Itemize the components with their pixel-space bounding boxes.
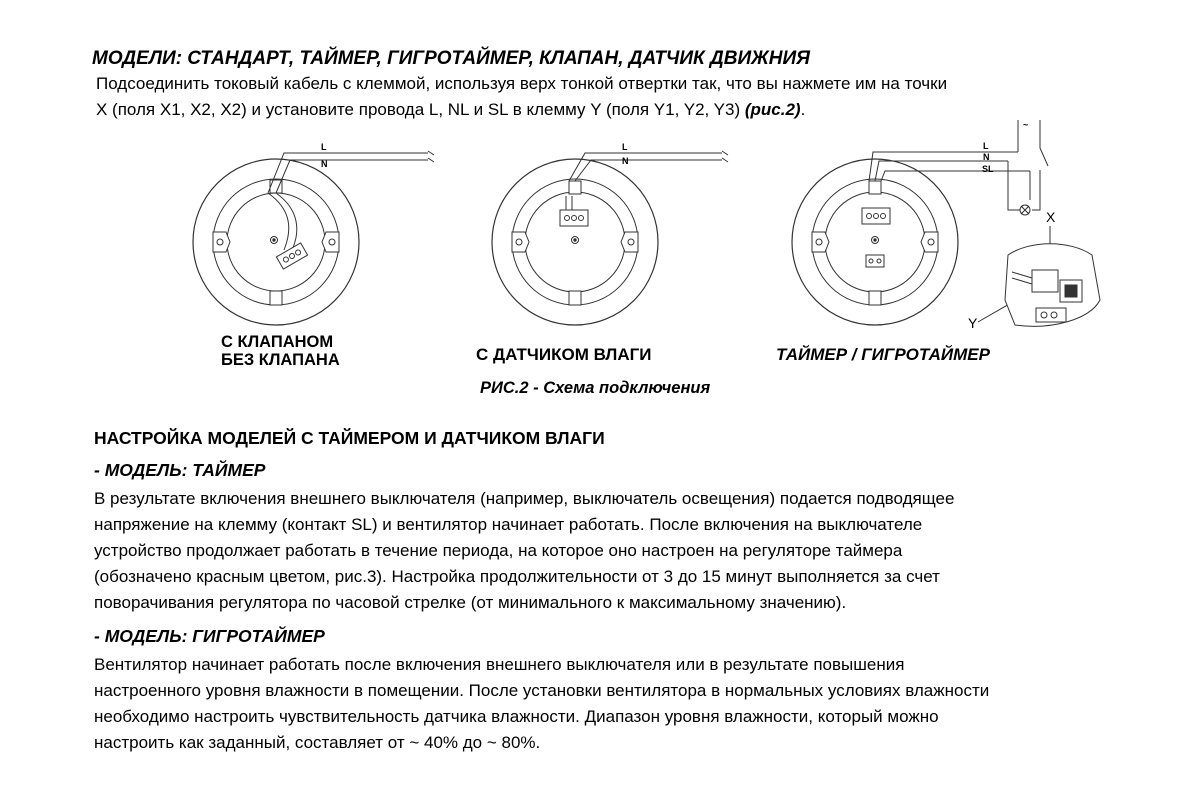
models-heading: МОДЕЛИ: СТАНДАРТ, ТАЙМЕР, ГИГРОТАЙМЕР, КЛАПАН, ДАТЧИК ДВИЖНИЯ [92,48,810,69]
timer-heading: - МОДЕЛЬ: ТАЙМЕР [94,460,266,480]
caption-valve-line-1: С КЛАПАНОМ [221,333,334,351]
tilde-symbol: ~ [1023,120,1029,130]
wire-label-n-3: N [983,152,990,162]
diagram-valve [193,142,434,325]
diagram-humidity [492,142,728,325]
wire-label-l-2: L [622,142,628,152]
hygro-line: настроить как заданный, составляет от ~ 40% до ~ 80%. [94,733,541,752]
marker-y: Y [968,315,978,331]
hygro-line: настроенного уровня влажности в помещении. После установки вентилятора в нормальных условиях влажности [94,681,990,700]
figure-caption: РИС.2 - Схема подключения [480,379,711,397]
caption-valve-line-2: БЕЗ КЛАПАНА [221,351,340,369]
timer-line: напряжение на клемму (контакт SL) и вентилятор начинает работать. После включения на выключателе [94,515,923,534]
hygro-line: необходимо настроить чувствительность датчика влажности. Диапазон уровня влажности, который можно [94,707,939,726]
wiring-diagrams [0,120,1200,331]
figure-reference: (рис.2) [744,100,801,119]
hygro-heading: - МОДЕЛЬ: ГИГРОТАЙМЕР [94,626,325,646]
timer-paragraph [94,486,1174,616]
section-title: НАСТРОЙКА МОДЕЛЕЙ С ТАЙМЕРОМ И ДАТЧИКОМ ВЛАГИ [94,428,605,448]
wire-label-l-3: L [983,141,989,151]
diagram-timer [792,120,1100,331]
timer-line: устройство продолжает работать в течение периода, на которое оно настроен на регуляторе таймера [94,541,903,560]
hygro-paragraph [94,652,1174,756]
intro-line-2-end: . [800,100,806,119]
intro-line-2-text: X (поля X1, X2, X2) и установите провода L, NL и SL в клемму Y (поля Y1, Y2, Y3) [96,100,745,119]
timer-line: (обозначено красным цветом, рис.3). Настройка продолжительности от 3 до 15 минут выполняется за счет [94,567,940,586]
intro-line-2 [96,97,1156,123]
intro-line-1: Подсоединить токовый кабель с клеммой, используя верх тонкой отвертки так, что вы нажмете им на точки [96,74,948,93]
wire-label-l-1: L [321,142,327,152]
caption-humidity: С ДАТЧИКОМ ВЛАГИ [476,345,652,364]
caption-valve [221,333,340,369]
hygro-line: Вентилятор начинает работать после включения внешнего выключателя или в результате повышения [94,655,905,674]
caption-timer: ТАЙМЕР / ГИГРОТАЙМЕР [776,345,990,364]
timer-line: В результате включения внешнего выключателя (например, выключатель освещения) подается подводящее [94,489,955,508]
intro-paragraph [96,71,1156,123]
timer-line: поворачивания регулятора по часовой стрелке (от минимального к максимальному значению). [94,593,847,612]
wire-label-sl-3: SL [982,164,994,174]
marker-x: X [1046,209,1056,225]
wire-label-n-1: N [321,159,328,169]
wire-label-n-2: N [622,156,629,166]
